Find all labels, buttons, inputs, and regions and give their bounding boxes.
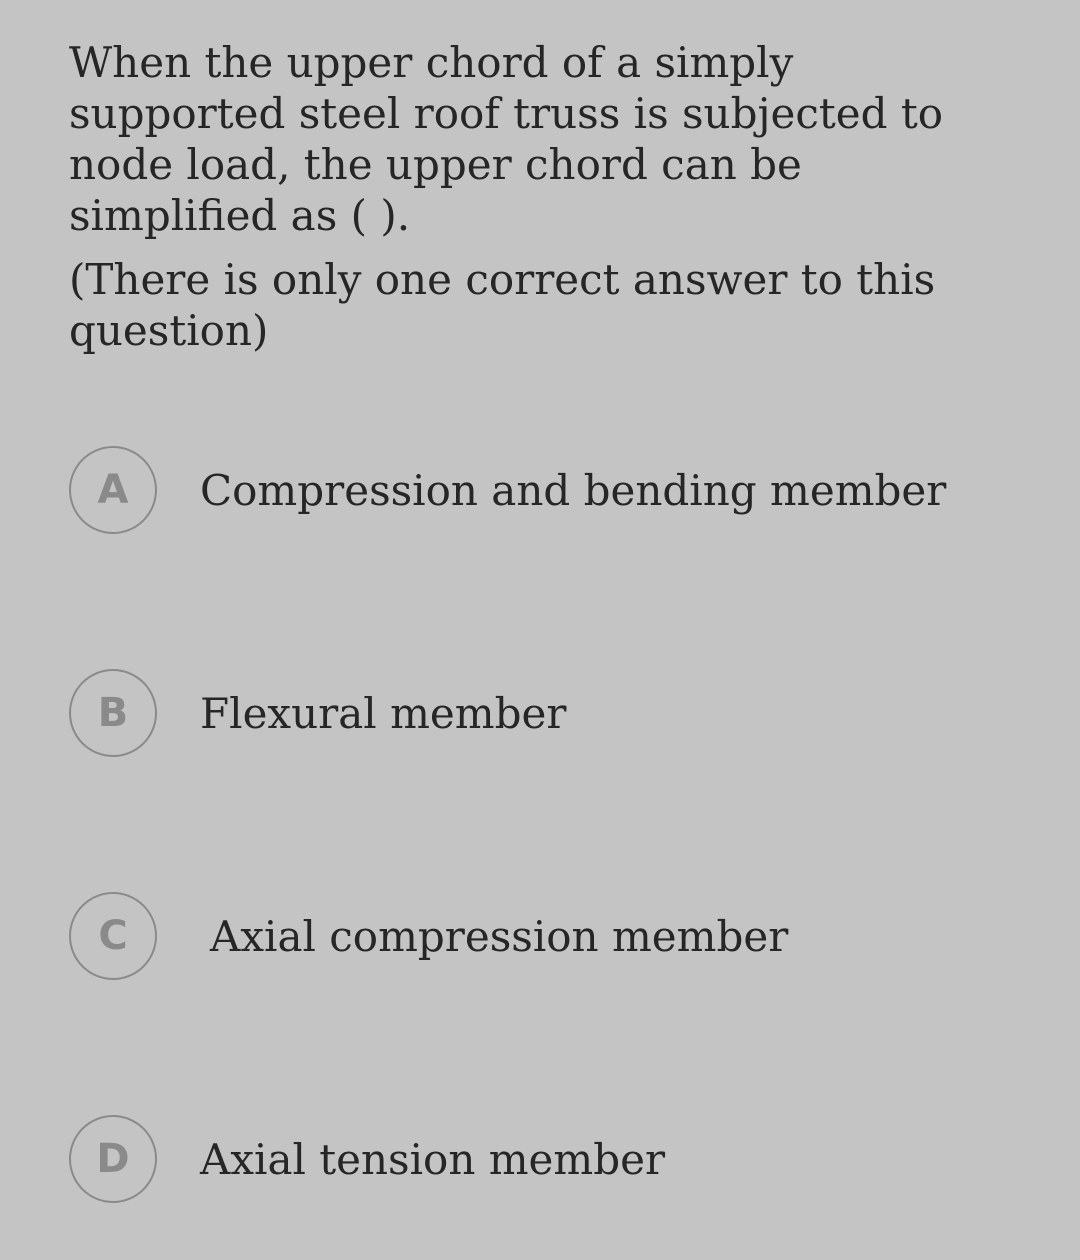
option-d[interactable] (69, 1113, 1029, 1205)
question-note: (There is only one correct answer to this question) (69, 255, 936, 355)
option-b-letter-badge[interactable]: B (69, 669, 157, 757)
option-c-letter-badge[interactable]: C (69, 892, 157, 980)
option-b[interactable] (69, 667, 1029, 759)
option-c[interactable] (69, 890, 1029, 982)
option-b-label[interactable]: Flexural member (200, 688, 567, 738)
question-block (69, 37, 1019, 356)
option-c-label[interactable]: Axial compression member (210, 911, 789, 961)
question-text: When the upper chord of a simply supported steel roof truss is subjected to node load, the upper chord can be simplified as ( ). (69, 38, 944, 240)
option-d-letter-badge[interactable]: D (69, 1115, 157, 1203)
option-a-label[interactable]: Compression and bending member (200, 465, 947, 515)
option-a[interactable] (69, 444, 1029, 536)
option-d-label[interactable]: Axial tension member (200, 1134, 666, 1184)
option-a-letter-badge[interactable]: A (69, 446, 157, 534)
